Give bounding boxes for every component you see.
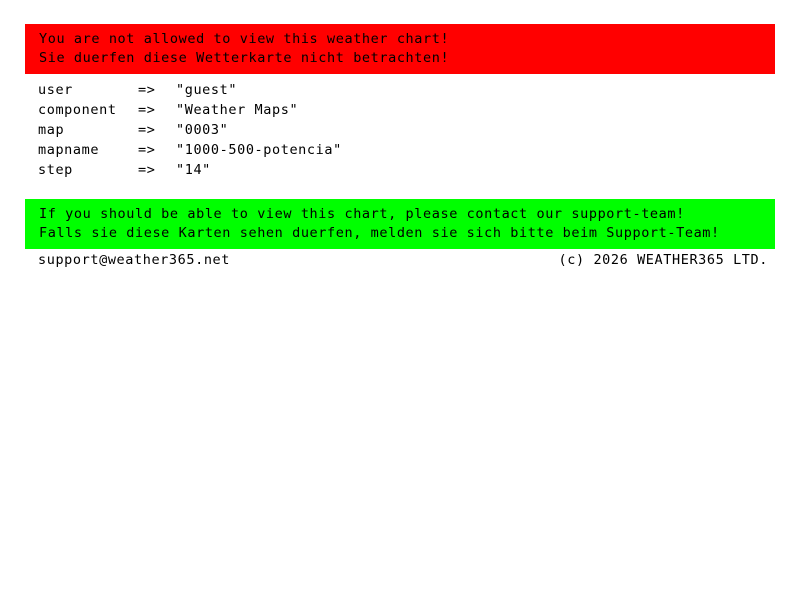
parameter-row <box>38 100 738 120</box>
parameter-arrow: => <box>138 162 156 178</box>
parameter-key: mapname <box>38 142 100 158</box>
error-banner-line-de: Sie duerfen diese Wetterkarte nicht betrachten! <box>39 50 450 66</box>
copyright-notice: (c) 2026 WEATHER365 LTD. <box>558 252 768 268</box>
parameter-arrow: => <box>138 142 156 158</box>
parameter-row <box>38 160 738 180</box>
parameter-key: map <box>38 122 65 138</box>
parameter-key: user <box>38 82 73 98</box>
parameter-arrow: => <box>138 82 156 98</box>
parameter-arrow: => <box>138 122 156 138</box>
parameter-value: "0003" <box>176 122 229 138</box>
parameter-key: component <box>38 102 117 118</box>
parameter-arrow: => <box>138 102 156 118</box>
error-banner-line-en: You are not allowed to view this weather chart! <box>39 31 450 47</box>
info-banner-line-en: If you should be able to view this chart, please contact our support-team! <box>39 206 685 222</box>
parameter-row <box>38 80 738 100</box>
page-footer <box>38 250 768 270</box>
parameter-value: "Weather Maps" <box>176 102 299 118</box>
parameter-list <box>38 80 738 180</box>
parameter-value: "1000-500-potencia" <box>176 142 342 158</box>
parameter-value: "14" <box>176 162 211 178</box>
parameter-row <box>38 120 738 140</box>
parameter-value: "guest" <box>176 82 238 98</box>
info-banner <box>25 199 775 249</box>
support-email-link[interactable]: support@weather365.net <box>38 252 231 268</box>
parameter-row <box>38 140 738 160</box>
parameter-key: step <box>38 162 73 178</box>
error-banner <box>25 24 775 74</box>
info-banner-line-de: Falls sie diese Karten sehen duerfen, melden sie sich bitte beim Support-Team! <box>39 225 720 241</box>
